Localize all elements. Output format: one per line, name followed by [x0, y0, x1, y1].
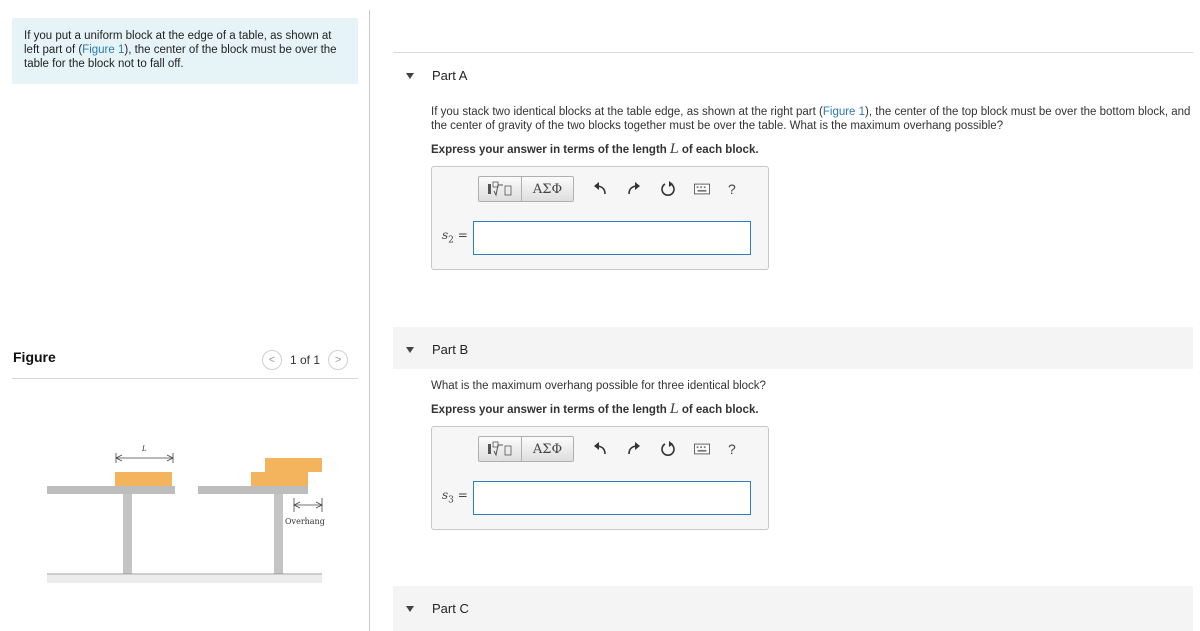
part-a-answer-input[interactable] — [473, 221, 751, 255]
figure-divider — [12, 378, 358, 379]
part-a-header[interactable] — [406, 68, 467, 83]
left-table-top — [47, 486, 175, 494]
part-b-template-group — [478, 436, 574, 462]
part-b-header-bar — [393, 327, 1193, 369]
part-b-title: Part B — [432, 342, 469, 357]
figure-pager — [262, 350, 348, 370]
part-b-math-toolbar — [478, 436, 736, 462]
greek-symbols-button[interactable]: ΑΣΦ — [521, 177, 573, 201]
part-a-answer-label: $s_2$ = — [442, 228, 468, 246]
length-label: L — [142, 445, 147, 453]
part-a-question: If you stack two identical blocks at the table edge, as shown at the right part (Figure 1), the center of the top block must be over the bottom block, and the center of gravity of the two blocks together must be over the table. What is the maximum overhang possible? — [431, 106, 1191, 132]
greek-symbols-button[interactable]: ΑΣΦ — [521, 437, 573, 461]
figure-link[interactable]: Figure 1 — [82, 44, 125, 56]
part-b-answer-input[interactable] — [473, 481, 751, 515]
part-c-header[interactable] — [406, 601, 469, 616]
help-icon[interactable]: ? — [728, 181, 736, 197]
prev-figure-button[interactable] — [262, 350, 282, 370]
part-b-answer-box — [431, 426, 769, 530]
fraction-sqrt-template-icon — [487, 181, 513, 197]
part-a-title: Part A — [432, 68, 468, 83]
right-top-block — [265, 458, 322, 472]
overhang-label: Overhang — [285, 517, 325, 526]
intro-panel — [12, 18, 358, 84]
templates-button[interactable] — [479, 437, 521, 461]
column-divider — [369, 10, 370, 631]
part-a-math-toolbar — [478, 176, 736, 202]
right-table-leg — [274, 494, 283, 574]
part-a-figure-link[interactable]: Figure 1 — [822, 106, 866, 118]
left-table-leg — [123, 494, 132, 574]
help-icon[interactable]: ? — [728, 441, 736, 457]
next-figure-button[interactable] — [328, 350, 348, 370]
undo-icon[interactable] — [592, 441, 608, 457]
figure-image — [40, 440, 330, 590]
part-b-answer-label: $s_3$ = — [442, 488, 468, 506]
templates-button[interactable] — [479, 177, 521, 201]
part-a-rule — [393, 52, 1193, 53]
intro-text-1: If you put a uniform block at the edge of a table, as shown at left part of ( — [24, 30, 332, 56]
part-a-answer-box — [431, 166, 769, 270]
reset-icon[interactable] — [660, 181, 676, 197]
part-c-title: Part C — [432, 601, 469, 616]
keyboard-icon[interactable] — [694, 441, 710, 457]
part-a-template-group — [478, 176, 574, 202]
caret-down-icon — [406, 73, 414, 79]
chevron-left-icon: < — [268, 354, 276, 366]
figure-title: Figure — [13, 349, 56, 365]
keyboard-icon[interactable] — [694, 181, 710, 197]
caret-down-icon — [406, 606, 414, 612]
part-b-instruction: Express your answer in terms of the length L of each block. — [431, 402, 759, 417]
fraction-sqrt-template-icon — [487, 441, 513, 457]
left-block — [115, 472, 172, 486]
figure-count: 1 of 1 — [290, 353, 321, 367]
right-bottom-block — [251, 472, 308, 486]
caret-down-icon — [406, 347, 414, 353]
intro-text-2: ), the center of the block must be over the table for the block not to fall off. — [24, 44, 337, 70]
part-b-header[interactable] — [406, 342, 468, 357]
redo-icon[interactable] — [626, 441, 642, 457]
reset-icon[interactable] — [660, 441, 676, 457]
right-table-top — [198, 486, 308, 494]
chevron-right-icon: > — [334, 354, 342, 366]
part-c-header-bar — [393, 586, 1193, 631]
undo-icon[interactable] — [592, 181, 608, 197]
redo-icon[interactable] — [626, 181, 642, 197]
floor-shadow — [47, 575, 322, 583]
part-b-question: What is the maximum overhang possible for three identical block? — [431, 380, 766, 392]
part-a-instruction: Express your answer in terms of the length L of each block. — [431, 142, 759, 157]
